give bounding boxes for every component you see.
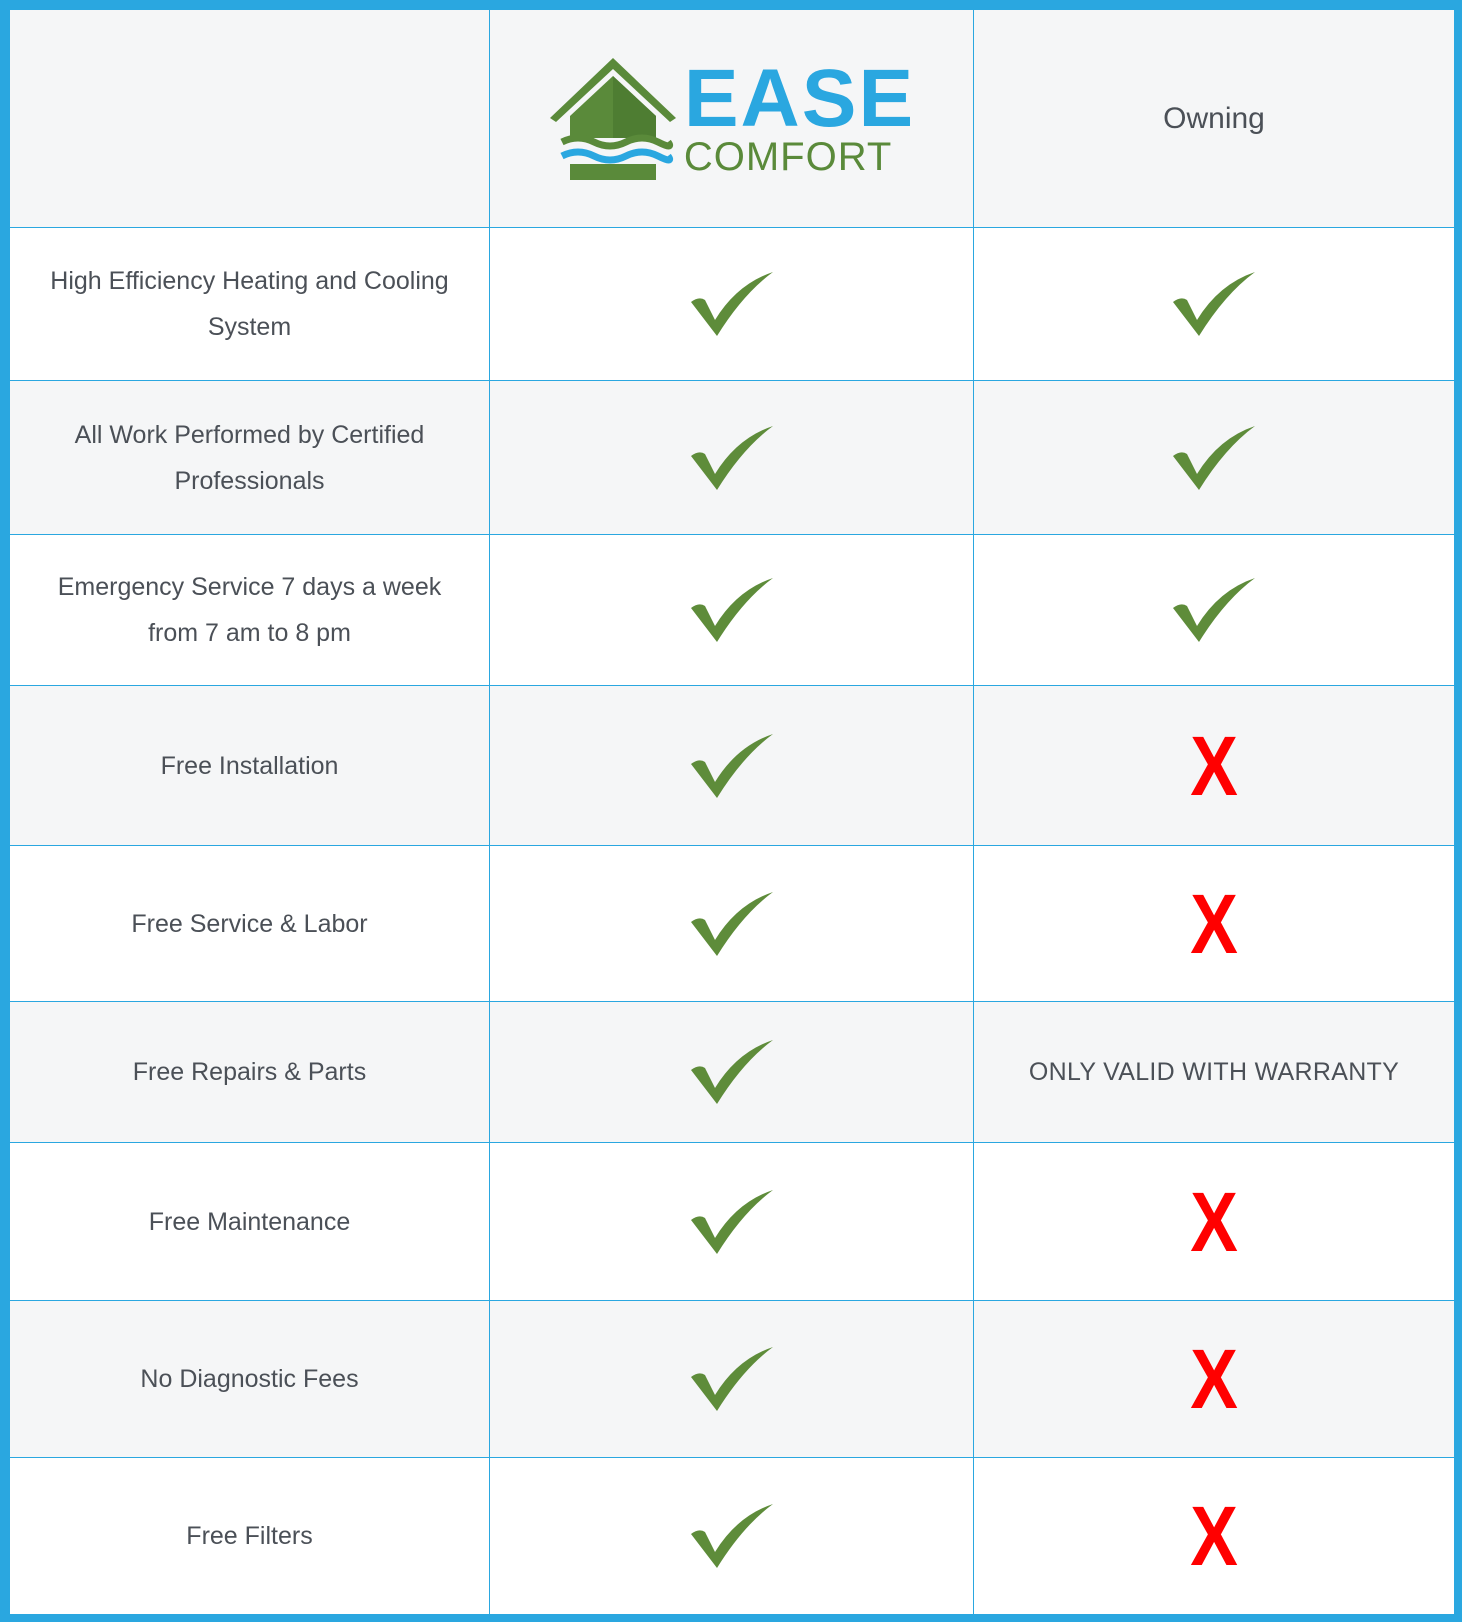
ease-cell xyxy=(490,381,974,535)
checkmark-icon xyxy=(689,424,775,492)
x-mark-icon: X xyxy=(1190,718,1238,813)
checkmark-icon xyxy=(1171,270,1257,338)
house-waves-icon xyxy=(548,56,678,182)
checkmark-icon xyxy=(689,576,775,644)
owning-cell xyxy=(974,381,1454,535)
owning-cell xyxy=(974,1301,1454,1458)
ease-cell xyxy=(490,846,974,1002)
comparison-table xyxy=(10,10,1454,1615)
checkmark-icon xyxy=(1171,424,1257,492)
owning-header: Owning xyxy=(974,10,1454,228)
feature-label: High Efficiency Heating and Cooling System xyxy=(10,228,490,381)
x-mark-icon: X xyxy=(1190,1332,1238,1426)
feature-label: Free Service & Labor xyxy=(10,846,490,1002)
ease-cell xyxy=(490,686,974,846)
checkmark-icon xyxy=(689,1188,775,1256)
owning-cell xyxy=(974,1002,1454,1143)
checkmark-icon xyxy=(689,270,775,338)
x-mark-icon: X xyxy=(1190,1489,1238,1583)
checkmark-icon xyxy=(689,732,775,800)
x-mark-icon: X xyxy=(1190,876,1238,971)
feature-label: Free Repairs & Parts xyxy=(10,1002,490,1143)
ease-cell xyxy=(490,1301,974,1458)
ease-cell xyxy=(490,1458,974,1615)
checkmark-icon xyxy=(689,1038,775,1106)
checkmark-icon xyxy=(689,890,775,958)
ease-cell xyxy=(490,228,974,381)
feature-label: Emergency Service 7 days a week from 7 am to 8 pm xyxy=(10,535,490,686)
ease-comfort-logo-cell xyxy=(490,10,974,228)
ease-comfort-logo: EASE COMFORT xyxy=(548,56,915,182)
owning-cell xyxy=(974,1143,1454,1301)
owning-cell xyxy=(974,535,1454,686)
owning-note: ONLY VALID WITH WARRANTY xyxy=(1028,1058,1400,1086)
x-mark-icon: X xyxy=(1190,1174,1238,1269)
checkmark-icon xyxy=(689,1502,775,1570)
owning-cell xyxy=(974,228,1454,381)
feature-label: No Diagnostic Fees xyxy=(10,1301,490,1458)
feature-label: Free Filters xyxy=(10,1458,490,1615)
feature-label: Free Installation xyxy=(10,686,490,846)
ease-cell xyxy=(490,1002,974,1143)
ease-cell xyxy=(490,1143,974,1301)
checkmark-icon xyxy=(689,1345,775,1413)
feature-label: All Work Performed by Certified Professionals xyxy=(10,381,490,535)
header-empty-cell xyxy=(10,10,490,228)
checkmark-icon xyxy=(1171,576,1257,644)
ease-cell xyxy=(490,535,974,686)
feature-label: Free Maintenance xyxy=(10,1143,490,1301)
owning-cell xyxy=(974,846,1454,1002)
owning-cell xyxy=(974,1458,1454,1615)
owning-cell xyxy=(974,686,1454,846)
